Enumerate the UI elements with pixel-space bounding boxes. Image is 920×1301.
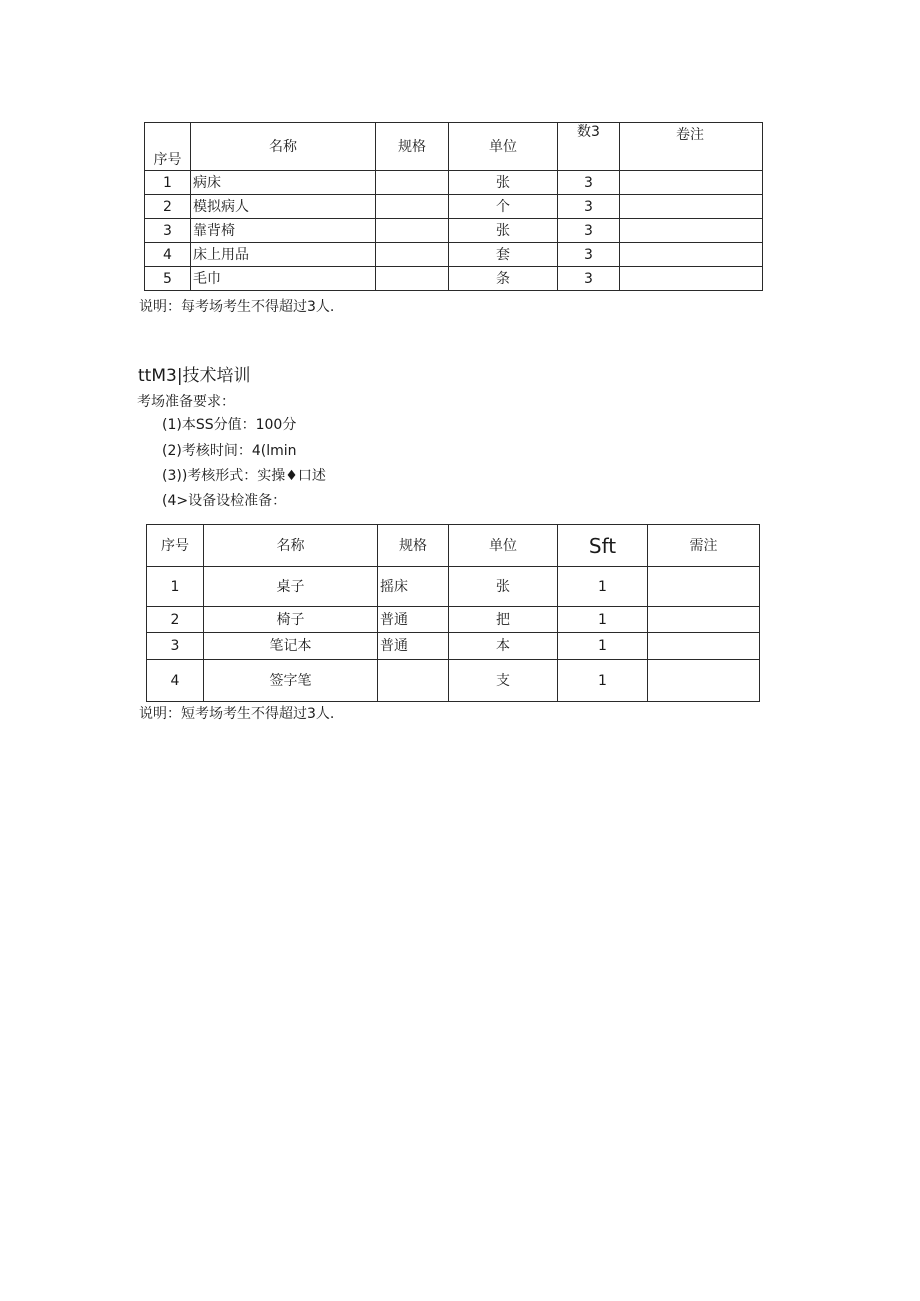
- cell-spec: 摇床: [378, 567, 449, 607]
- header-name: 名称: [204, 525, 378, 567]
- header-spec: 规格: [376, 123, 449, 171]
- header-index: 序号: [145, 123, 191, 171]
- cell-spec: 普通: [378, 607, 449, 633]
- cell-index: 4: [147, 660, 204, 702]
- table1-note: 说明：每考场考生不得超过3人.: [139, 299, 335, 315]
- cell-unit: 张: [449, 219, 558, 243]
- cell-spec: 普通: [378, 633, 449, 660]
- cell-spec: [376, 171, 449, 195]
- cell-unit: 张: [449, 171, 558, 195]
- cell-name: 床上用品: [191, 243, 376, 267]
- cell-name: 毛巾: [191, 267, 376, 291]
- table-row: [147, 567, 760, 607]
- cell-spec: [378, 660, 449, 702]
- header-unit: 单位: [449, 525, 558, 567]
- cell-index: 4: [145, 243, 191, 267]
- table-row: [145, 243, 763, 267]
- cell-index: 1: [145, 171, 191, 195]
- cell-spec: [376, 195, 449, 219]
- cell-index: 2: [145, 195, 191, 219]
- cell-unit: 把: [449, 607, 558, 633]
- cell-name: 椅子: [204, 607, 378, 633]
- prep-label: 考场准备要求：: [137, 394, 235, 410]
- cell-name: 靠背椅: [191, 219, 376, 243]
- prep-item: (2)考核时间：4(lmin: [162, 443, 297, 459]
- equipment-table-1: [144, 122, 763, 291]
- cell-unit: 张: [449, 567, 558, 607]
- table-row: [145, 171, 763, 195]
- cell-quantity: 3: [558, 267, 620, 291]
- cell-remark: [620, 195, 763, 219]
- header-name: 名称: [191, 123, 376, 171]
- cell-spec: [376, 243, 449, 267]
- cell-index: 5: [145, 267, 191, 291]
- cell-quantity: 1: [558, 607, 648, 633]
- cell-quantity: 1: [558, 633, 648, 660]
- table-header-row: [145, 123, 763, 171]
- header-quantity: 数3: [558, 123, 620, 171]
- header-index: 序号: [147, 525, 204, 567]
- cell-unit: 条: [449, 267, 558, 291]
- header-quantity: Sft: [558, 525, 648, 567]
- cell-remark: [648, 660, 760, 702]
- cell-index: 2: [147, 607, 204, 633]
- table-row: [147, 607, 760, 633]
- cell-quantity: 3: [558, 219, 620, 243]
- prep-item: (3))考核形式：实操♦口述: [162, 468, 326, 484]
- cell-remark: [620, 171, 763, 195]
- cell-remark: [620, 267, 763, 291]
- cell-name: 桌子: [204, 567, 378, 607]
- cell-unit: 本: [449, 633, 558, 660]
- cell-name: 签字笔: [204, 660, 378, 702]
- table-header-row: [147, 525, 760, 567]
- cell-unit: 支: [449, 660, 558, 702]
- table-row: [147, 660, 760, 702]
- cell-unit: 套: [449, 243, 558, 267]
- equipment-table-2: [146, 524, 760, 702]
- header-spec: 规格: [378, 525, 449, 567]
- cell-quantity: 3: [558, 171, 620, 195]
- cell-remark: [648, 633, 760, 660]
- prep-item: (4>设备设检准备：: [162, 493, 287, 509]
- table-row: [145, 219, 763, 243]
- cell-quantity: 3: [558, 195, 620, 219]
- cell-name: 病床: [191, 171, 376, 195]
- cell-index: 3: [145, 219, 191, 243]
- table2-note: 说明：短考场考生不得超过3人.: [139, 706, 335, 722]
- header-remark: 需注: [648, 525, 760, 567]
- cell-index: 1: [147, 567, 204, 607]
- cell-name: 笔记本: [204, 633, 378, 660]
- header-unit: 单位: [449, 123, 558, 171]
- cell-spec: [376, 219, 449, 243]
- cell-remark: [648, 567, 760, 607]
- table-row: [145, 267, 763, 291]
- cell-spec: [376, 267, 449, 291]
- cell-remark: [620, 243, 763, 267]
- table-row: [147, 633, 760, 660]
- header-remark: 卷注: [620, 123, 763, 171]
- section-heading: ttM3|技术培训: [138, 366, 251, 386]
- cell-quantity: 3: [558, 243, 620, 267]
- cell-unit: 个: [449, 195, 558, 219]
- cell-remark: [648, 607, 760, 633]
- cell-name: 模拟病人: [191, 195, 376, 219]
- prep-item: (1)本SS分值：100分: [162, 417, 297, 433]
- cell-index: 3: [147, 633, 204, 660]
- cell-quantity: 1: [558, 660, 648, 702]
- table-row: [145, 195, 763, 219]
- cell-quantity: 1: [558, 567, 648, 607]
- cell-remark: [620, 219, 763, 243]
